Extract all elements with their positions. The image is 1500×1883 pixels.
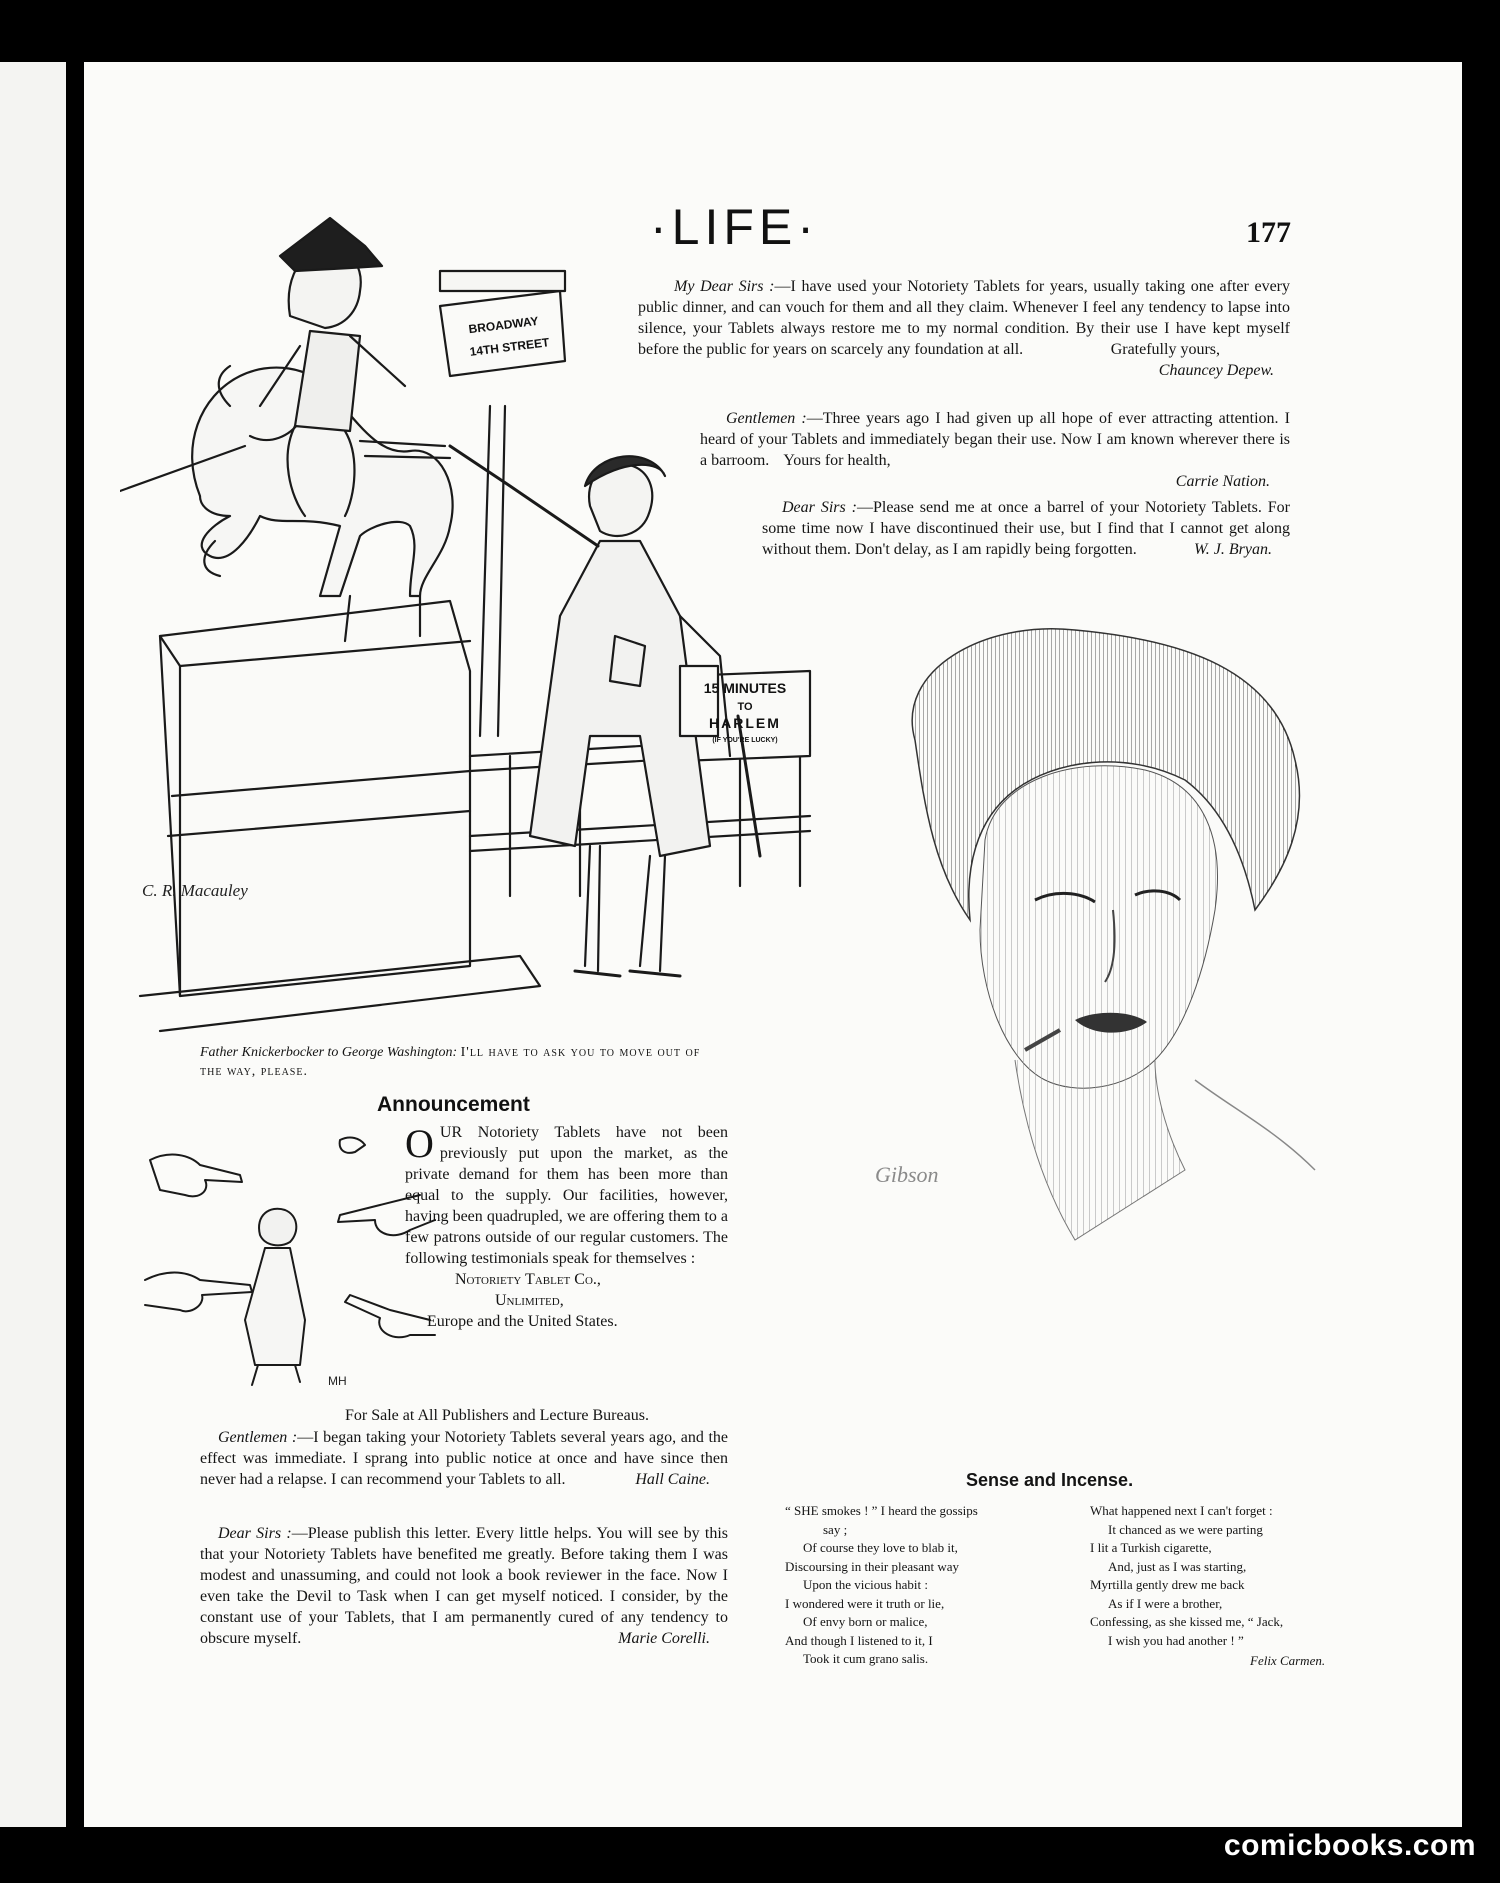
company-line3: Europe and the United States. <box>427 1313 618 1330</box>
poem-line: Took it cum grano salis. <box>803 1651 929 1666</box>
caption-quote: I'll have to ask you to move out of the way, please. <box>200 1045 701 1079</box>
letter-bryan <box>762 497 1290 560</box>
poem-line: I wish you had another ! ” <box>1108 1632 1244 1648</box>
illustrator-initials: MH <box>328 1374 347 1388</box>
poem-line: I wondered were it truth or lie, <box>785 1595 945 1611</box>
poem-line: Of course they love to blab it, <box>803 1540 958 1555</box>
sign-broadway-line2: 14TH STREET <box>468 335 551 359</box>
letter-salute: Gentlemen : <box>218 1429 298 1446</box>
company-line2: Unlimited, <box>495 1292 564 1309</box>
poem-author: Felix Carmen. <box>1250 1653 1326 1668</box>
poem-column-2 <box>1090 1502 1283 1650</box>
poem-line: Myrtilla gently drew me back <box>1090 1577 1245 1592</box>
hand-icon-bottom-left <box>145 1273 252 1312</box>
sign-harlem-line2: TO <box>737 701 753 713</box>
letter-closing: Yours for health, <box>783 452 891 469</box>
letter-body: —Three years ago I had given up all hope of ever attracting attention. I heard of your Tablets and immediately began their use. Now I am known wherever there is a barroom. <box>700 410 1290 469</box>
poem-line: Upon the vicious habit : <box>803 1577 928 1592</box>
letter-salute: Gentlemen : <box>726 410 807 427</box>
sign-harlem-line4: (IF YOU'RE LUCKY) <box>712 737 778 744</box>
standing-man-figure <box>259 1209 296 1246</box>
poem-line: It chanced as we were parting <box>1108 1521 1263 1537</box>
poem-line: I lit a Turkish cigarette, <box>1090 1540 1212 1555</box>
letter-signature: Hall Caine. <box>635 1471 710 1488</box>
cartoon-illustration <box>120 196 825 1036</box>
masthead: ·LIFE· <box>650 199 819 255</box>
pedestal <box>160 601 470 996</box>
letter-salute: Dear Sirs : <box>218 1525 292 1542</box>
company-line1: Notoriety Tablet Co., <box>455 1271 601 1288</box>
sign-harlem-line3: HARLEM <box>709 715 781 731</box>
letter-salute: My Dear Sirs : <box>674 278 775 295</box>
poem-title: Sense and Incense. <box>966 1470 1134 1490</box>
poem-line: “ SHE smokes ! ” I heard the gossips <box>785 1503 978 1518</box>
letter-signature: Carrie Nation. <box>1175 473 1270 490</box>
face <box>980 766 1217 1088</box>
poem-line: say ; <box>823 1521 848 1537</box>
letter-corelli <box>200 1523 728 1649</box>
lamp-post <box>480 406 505 736</box>
neck <box>1015 1060 1185 1240</box>
company-name <box>455 1269 728 1311</box>
hand-icon-top-left <box>150 1155 242 1197</box>
poem-line: Confessing, as she kissed me, “ Jack, <box>1090 1614 1284 1629</box>
poem-line: As if I were a brother, <box>1108 1595 1223 1611</box>
letter-signature: W. J. Bryan. <box>1193 541 1272 558</box>
portrait-sketch <box>855 610 1385 1410</box>
letter-body: —Please publish this letter. Every little helps. You will see by this that your Notoriety Tablets have benefited me greatly. Before taking them I was modest and unassuming, and could not look a book reviewer in the face. Now I even take the Devil to Task when I can get myself noticed. I consider, by the constant use of your Tablets, that I am permanently cured of any tendency to obscure myself. <box>200 1525 729 1647</box>
poem-line: Discoursing in their pleasant way <box>785 1558 960 1574</box>
letter-salute: Dear Sirs : <box>782 499 857 516</box>
letter-signature: Chauncey Depew. <box>1158 362 1274 379</box>
announcement-body <box>405 1122 728 1332</box>
letter-body: —I began taking your Notoriety Tablets several years ago, and the effect was immediate. I sprang into public notice at once and have since then never had a relapse. I can recommend your Tablets to all. <box>200 1429 729 1488</box>
poem-line: And though I listened to it, I <box>785 1632 933 1648</box>
cartoon-signature: C. R. Macauley <box>142 881 248 900</box>
previous-page-edge <box>0 62 66 1827</box>
sign-harlem-line1: 15 MINUTES <box>703 680 787 696</box>
caption-speaker: Father Knickerbocker to George Washington: <box>200 1045 458 1060</box>
watermark: comicbooks.com <box>1223 1829 1476 1862</box>
cartoon-caption <box>200 1043 705 1081</box>
page-number: 177 <box>1246 216 1291 249</box>
portrait-signature: Gibson <box>875 1162 939 1187</box>
hand-icon-small <box>340 1138 365 1153</box>
sale-line: For Sale at All Publishers and Lecture Bureaus. <box>345 1407 649 1424</box>
poem-line: And, just as I was starting, <box>1108 1558 1247 1574</box>
drop-cap: O <box>405 1121 434 1166</box>
sign-broadway-line1: BROADWAY <box>467 313 540 337</box>
announcement-title: Announcement <box>377 1093 530 1116</box>
announcement-lead-text: UR Notoriety Tablets have not been previously put upon the market, as the private demand for them has been more than equal to the supply. Our facilities, however, having been quadrupled, we are offering them to a few patrons outside of our regular customers. The following testimonials speak for themselves : <box>405 1124 728 1267</box>
poem-line: What happened next I can't forget : <box>1090 1503 1273 1518</box>
letter-body: —I have used your Notoriety Tablets for years, usually taking one after every public dinner, and can vouch for them and all they claim. Whenever I feel any tendency to lapse into silence, your Tablets always restore me to my normal condition. By their use I have kept myself before the public for years on scarcely any foundation at all. <box>638 278 1290 358</box>
letter-signature: Marie Corelli. <box>618 1630 710 1647</box>
letter-caine <box>200 1427 728 1490</box>
letter-closing: Gratefully yours, <box>1110 341 1220 358</box>
poem-line: Of envy born or malice, <box>803 1614 928 1629</box>
announcement-lead <box>405 1122 728 1269</box>
letter-body: —Please send me at once a barrel of your Notoriety Tablets. For some time now I have discontinued their use, but I find that I cannot get along without them. Don't delay, as I am rapidly being forgotten. <box>762 499 1291 558</box>
poem-column-1 <box>785 1502 978 1669</box>
